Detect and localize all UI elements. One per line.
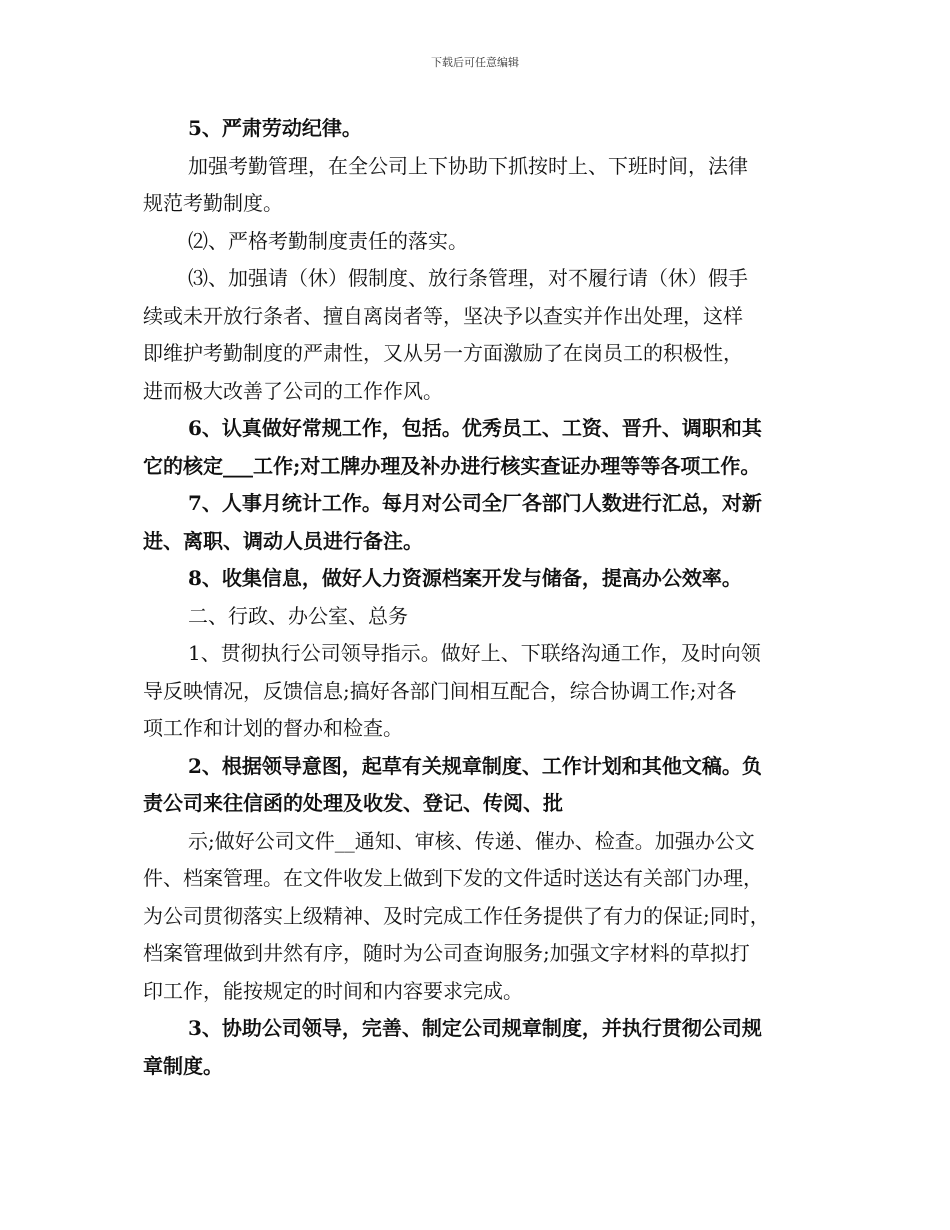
page-header: 下载后可任意编辑 xyxy=(431,56,519,69)
paragraph-line: 导反映情况，反馈信息;搞好各部门间相互配合，综合协调工作;对各 xyxy=(143,678,737,703)
paragraph xyxy=(143,223,813,261)
paragraph-line: 档案管理做到井然有序，随时为公司查询服务;加强文字材料的草拟打 xyxy=(143,941,750,965)
paragraph-line: 它的核定___工作;对工牌办理及补办进行核实查证办理等等各项工作。 xyxy=(143,453,761,478)
paragraph xyxy=(143,260,813,410)
paragraph-line: 续或未开放行条者、擅自离岗者等，坚决予以查实并作出处理，这样 xyxy=(143,303,743,328)
paragraph-line: 7、人事月统计工作。每月对公司全厂各部门人数进行汇总，对新 xyxy=(188,491,762,515)
paragraph-line: 件、档案管理。在文件收发上做到下发的文件适时送达有关部门办理， xyxy=(143,866,763,890)
paragraph xyxy=(143,560,813,598)
paragraph xyxy=(143,1010,813,1085)
paragraph-line: 3、协助公司领导，完善、制定公司规章制度，并执行贯彻公司规 xyxy=(188,1016,762,1040)
paragraph xyxy=(143,410,813,485)
paragraph xyxy=(143,635,813,748)
paragraph-line: 章制度。 xyxy=(143,1053,223,1078)
paragraph-line: ⑶、加强请（休）假制度、放行条管理，对不履行请（休）假手 xyxy=(188,266,748,290)
paragraph-line: ⑵、严格考勤制度责任的落实。 xyxy=(188,228,468,253)
paragraph-line: 责公司来往信函的处理及收发、登记、传阅、批 xyxy=(143,791,563,815)
paragraph xyxy=(143,598,813,636)
paragraph-line: 项工作和计划的督办和检查。 xyxy=(143,716,403,740)
document-body xyxy=(143,110,813,1085)
paragraph-line: 二、行政、办公室、总务 xyxy=(188,603,408,628)
paragraph-line: 示;做好公司文件__通知、审核、传递、催办、检查。加强办公文 xyxy=(188,828,755,853)
paragraph-line: 5、严肃劳动纪律。 xyxy=(188,116,362,140)
paragraph-line: 进、离职、调动人员进行备注。 xyxy=(143,528,423,553)
paragraph-line: 即维护考勤制度的严肃性，又从另一方面激励了在岗员工的积极性， xyxy=(143,341,743,365)
paragraph-line: 规范考勤制度。 xyxy=(143,191,283,215)
paragraph xyxy=(143,485,813,560)
paragraph-line: 进而极大改善了公司的工作作风。 xyxy=(143,378,443,403)
paragraph-line: 为公司贯彻落实上级精神、及时完成工作任务提供了有力的保证;同时， xyxy=(143,903,770,928)
paragraph-line: 1、贯彻执行公司领导指示。做好上、下联络沟通工作，及时向领 xyxy=(188,641,761,665)
paragraph-line: 8、收集信息，做好人力资源档案开发与储备，提高办公效率。 xyxy=(188,566,742,590)
paragraph-line: 加强考勤管理，在全公司上下协助下抓按时上、下班时间，法律 xyxy=(188,153,748,178)
paragraph xyxy=(143,748,813,823)
paragraph xyxy=(143,110,813,148)
paragraph xyxy=(143,148,813,223)
paragraph xyxy=(143,823,813,1011)
paragraph-line: 印工作，能按规定的时间和内容要求完成。 xyxy=(143,978,523,1003)
paragraph-line: 6、认真做好常规工作，包括。优秀员工、工资、晋升、调职和其 xyxy=(188,416,762,440)
paragraph-line: 2、根据领导意图，起草有关规章制度、工作计划和其他文稿。负 xyxy=(188,753,762,778)
